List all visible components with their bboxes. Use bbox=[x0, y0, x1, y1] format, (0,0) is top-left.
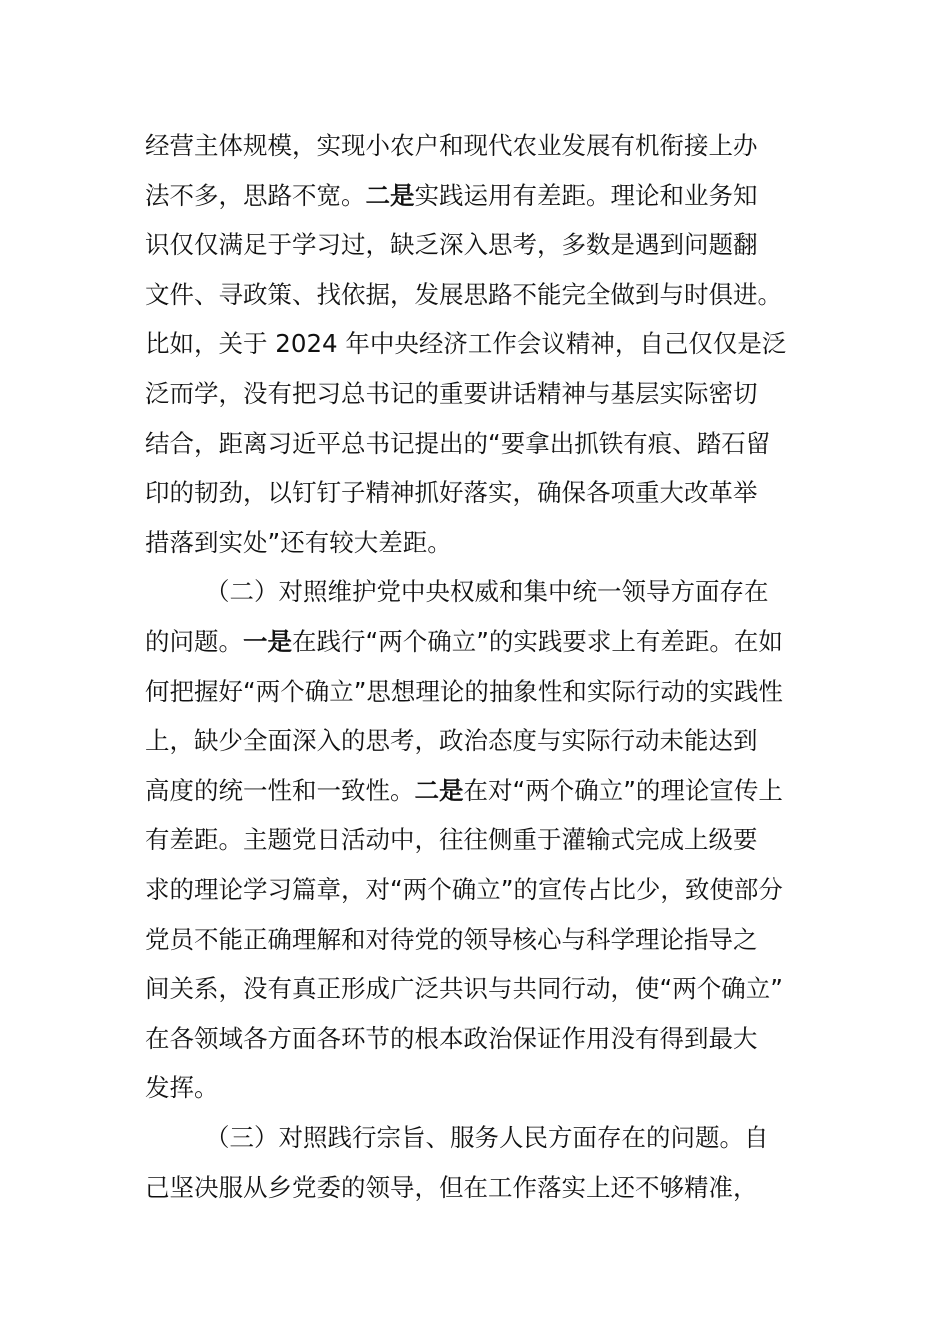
text-run: 求的理论学习篇章，对“两个确立”的宣传占比少，致使部分 bbox=[145, 875, 783, 904]
text-run: 高度的统一性和一致性。 bbox=[145, 775, 415, 805]
body-text-line bbox=[145, 130, 758, 162]
body-text-line bbox=[145, 924, 758, 956]
body-text-line bbox=[145, 1172, 758, 1204]
body-text-line bbox=[145, 328, 786, 360]
text-run: 实践运用有差距。理论和业务知 bbox=[414, 180, 758, 210]
text-run: 泛而学，没有把习总书记的重要讲话精神与基层实际密切 bbox=[145, 379, 758, 408]
body-text-line bbox=[145, 824, 758, 856]
body-text-line bbox=[145, 229, 758, 261]
section-heading-line bbox=[205, 576, 769, 608]
text-run: 有差距。主题党日活动中，往往侧重于灌输式完成上级要 bbox=[145, 825, 758, 855]
text-run: （三）对照践行宗旨、服务人民方面存在的问题。自 bbox=[205, 1123, 769, 1152]
text-run: （二）对照维护党中央权威和集中统一领导方面存在 bbox=[205, 577, 769, 607]
text-run: 何把握好“两个确立”思想理论的抽象性和实际行动的实践性 bbox=[145, 676, 783, 706]
text-run: 的问题。 bbox=[145, 627, 243, 656]
section-heading-line bbox=[205, 1122, 769, 1154]
body-text-line bbox=[145, 477, 758, 509]
body-text-line bbox=[145, 626, 783, 658]
body-text-line bbox=[145, 180, 758, 212]
text-run: 间关系，没有真正形成广泛共识与共同行动，使“两个确立” bbox=[145, 974, 783, 1004]
bold-lead-phrase: 二是 bbox=[414, 775, 464, 805]
text-run: 发挥。 bbox=[145, 1073, 219, 1103]
text-run: 经营主体规模，实现小农户和现代农业发展有机衔接上办 bbox=[145, 131, 758, 160]
text-run: 党员不能正确理解和对待党的领导核心与科学理论指导之 bbox=[145, 924, 758, 954]
text-run: 在对“两个确立”的理论宣传上 bbox=[463, 775, 783, 805]
text-run: 在践行“两个确立”的实践要求上有差距。在如 bbox=[292, 627, 783, 656]
body-text-line bbox=[145, 973, 783, 1005]
text-run: 在各领域各方面各环节的根本政治保证作用没有得到最大 bbox=[145, 1023, 758, 1053]
text-run: 文件、寻政策、找依据，发展思路不能完全做到与时俱进。 bbox=[145, 279, 782, 309]
body-text-line bbox=[145, 279, 782, 311]
body-text-line bbox=[145, 775, 783, 807]
text-run: 上，缺少全面深入的思考，政治态度与实际行动未能达到 bbox=[145, 726, 758, 756]
body-text-line bbox=[145, 378, 758, 410]
text-run: 结合，距离习近平总书记提出的“要拿出抓铁有痕、踏石留 bbox=[145, 428, 771, 458]
body-text-line bbox=[145, 676, 783, 708]
body-text-line bbox=[145, 725, 758, 757]
body-text-line bbox=[145, 527, 452, 559]
text-run: 印的韧劲，以钉钉子精神抓好落实，确保各项重大改革举 bbox=[145, 478, 758, 508]
text-run: 法不多，思路不宽。 bbox=[145, 180, 366, 210]
bold-lead-phrase: 二是 bbox=[365, 180, 415, 210]
body-text-line bbox=[145, 874, 783, 906]
text-run: 识仅仅满足于学习过，缺乏深入思考，多数是遇到问题翻 bbox=[145, 230, 758, 260]
text-run: 比如，关于 2024 年中央经济工作会议精神，自己仅仅是泛 bbox=[145, 329, 787, 359]
text-run: 己坚决服从乡党委的领导，但在工作落实上还不够精准， bbox=[145, 1172, 758, 1202]
body-text-line bbox=[145, 1072, 219, 1104]
body-text-line bbox=[145, 1023, 758, 1055]
body-text-line bbox=[145, 428, 770, 460]
text-run: 措落到实处”还有较大差距。 bbox=[145, 527, 452, 557]
bold-lead-phrase: 一是 bbox=[243, 627, 292, 656]
